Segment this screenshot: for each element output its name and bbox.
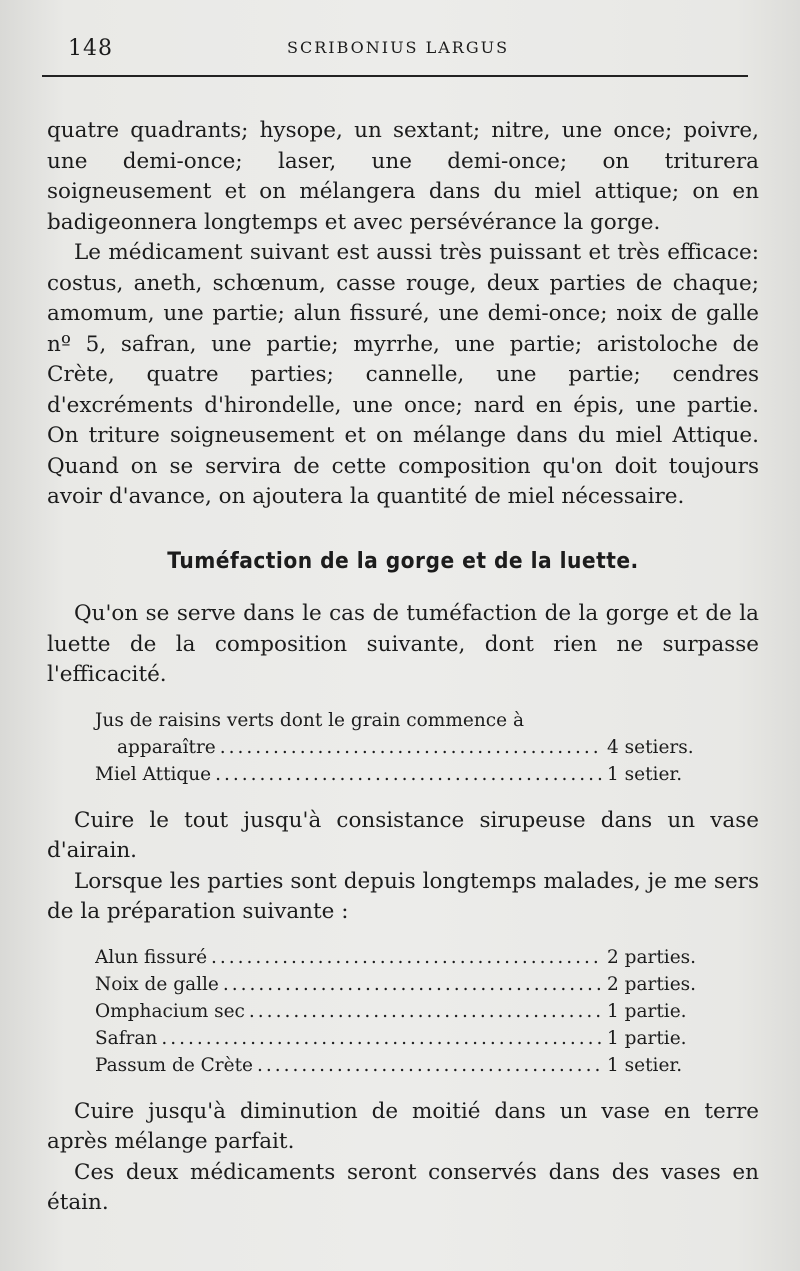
ingredient-quantity: 1 partie. <box>607 1027 687 1049</box>
recipe-item <box>95 1025 715 1052</box>
page-header <box>42 30 748 70</box>
header-rule <box>42 75 748 77</box>
ingredient-name: Noix de galle <box>95 973 219 995</box>
ingredient-quantity: 4 setiers. <box>607 736 694 758</box>
leader-dots <box>220 734 603 761</box>
leader-dots <box>249 998 603 1025</box>
recipe-list-2 <box>47 944 715 1079</box>
leader-dots <box>161 1025 603 1052</box>
leader-dots <box>257 1052 603 1079</box>
paragraph: Cuire le tout jusqu'à consistance sirupeuse dans un vase d'airain. <box>47 807 759 863</box>
leader-dots <box>223 971 603 998</box>
page-number: 148 <box>68 36 113 61</box>
page-body <box>47 116 759 1219</box>
ingredient-quantity: 1 setier. <box>607 763 683 785</box>
paragraph: Cuire jusqu'à diminution de moitié dans un vase en terre après mélange parfait. <box>47 1098 759 1154</box>
paragraph: Qu'on se serve dans le cas de tuméfaction de la gorge et de la luette de la composition suivante, dont rien ne surpasse l'efficacité. <box>47 601 759 687</box>
paragraph: Ces deux médicaments seront conservés dans des vases en étain. <box>47 1159 759 1215</box>
recipe-item <box>95 761 715 788</box>
ingredient-name: Miel Attique <box>95 763 212 785</box>
recipe-item <box>95 971 715 998</box>
recipe-item <box>95 998 715 1025</box>
running-title: SCRIBONIUS LARGUS <box>287 38 510 57</box>
ingredient-name: apparaître <box>117 736 216 758</box>
ingredient-name: Safran <box>95 1027 158 1049</box>
leader-dots <box>211 944 603 971</box>
ingredient-name: Omphacium sec <box>95 1000 245 1022</box>
paragraph: quatre quadrants; hysope, un sextant; nitre, une once; poivre, une demi-once; laser, une demi-once; on triturera soigneusement et on mélangera dans du miel attique; on en badigeonnera longtemps et avec persévérance la gorge. <box>47 118 759 235</box>
recipe-list-1 <box>47 707 715 788</box>
recipe-item <box>95 734 715 761</box>
ingredient-quantity: 1 partie. <box>607 1000 687 1022</box>
recipe-item <box>95 944 715 971</box>
paragraph: Le médicament suivant est aussi très puissant et très efficace: costus, aneth, schœnum, casse rouge, deux parties de chaque; amomum, une partie; alun fissuré, une demi-once; noix de galle nº 5, safran, une partie; myrrhe, une partie; aristoloche de Crète, quatre parties; cannelle, une partie; cendres d'excréments d'hirondelle, une once; nard en épis, une partie. On triture soigneusement et on mélange dans du miel Attique. Quand on se servira de cette composition qu'on doit toujours avoir d'avance, on ajoutera la quantité de miel nécessaire. <box>47 240 759 509</box>
ingredient-name: Passum de Crète <box>95 1054 253 1076</box>
ingredient-quantity: 2 parties. <box>607 973 697 995</box>
section-heading: Tuméfaction de la gorge et de la luette. <box>167 548 639 574</box>
paragraph: Lorsque les parties sont depuis longtemps malades, je me sers de la préparation suivante : <box>47 868 759 924</box>
ingredient-quantity: 1 setier. <box>607 1054 683 1076</box>
ingredient-quantity: 2 parties. <box>607 946 697 968</box>
ingredient-name: Alun fissuré <box>95 946 208 968</box>
recipe-line: Jus de raisins verts dont le grain commence à <box>95 709 524 731</box>
leader-dots <box>215 761 603 788</box>
recipe-item <box>95 1052 715 1079</box>
